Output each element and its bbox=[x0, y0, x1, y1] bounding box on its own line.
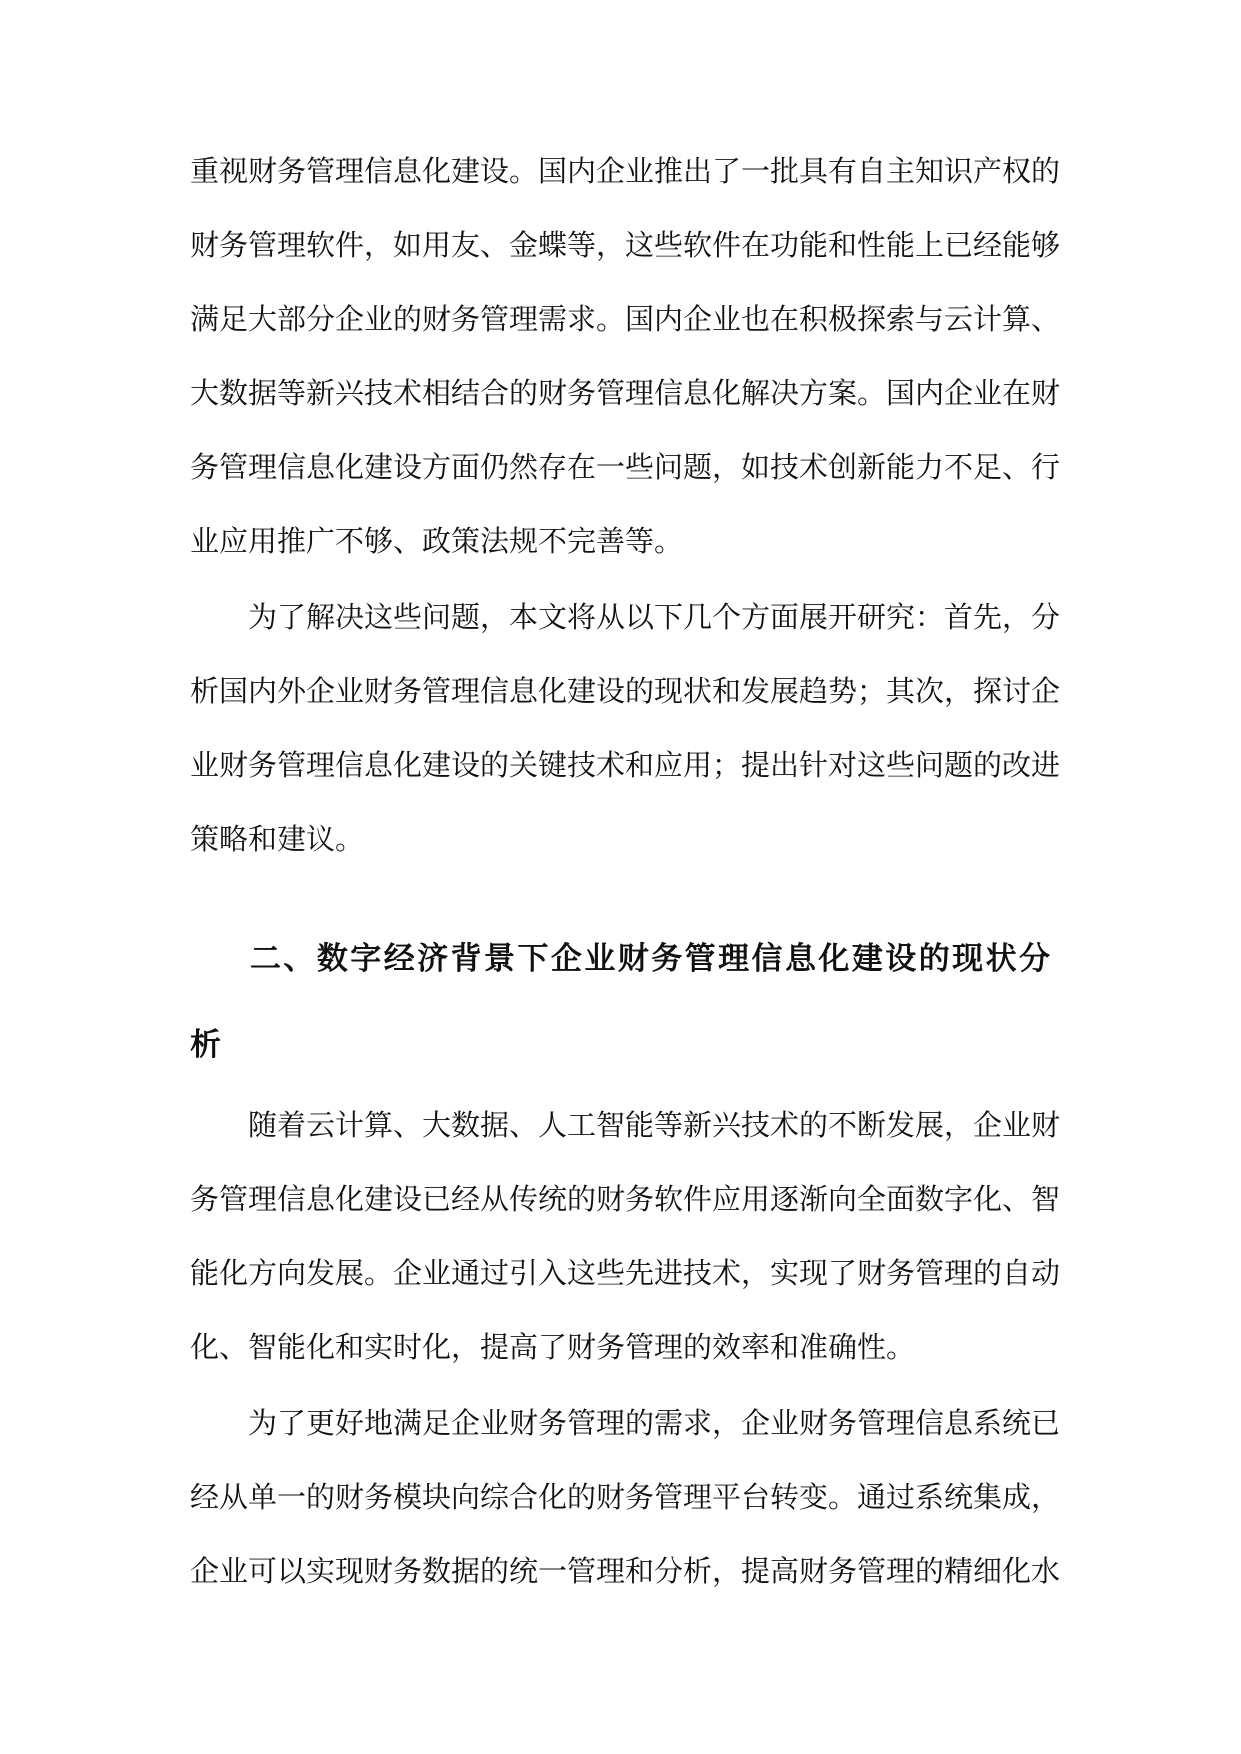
paragraph-line: 满足大部分企业的财务管理需求。国内企业也在积极探索与云计算、 bbox=[190, 302, 1061, 336]
paragraph-1 bbox=[190, 134, 1061, 578]
paragraph-line: 业财务管理信息化建设的关键技术和应用；提出针对这些问题的改进 bbox=[190, 748, 1061, 782]
paragraph-line: 随着云计算、大数据、人工智能等新兴技术的不断发展，企业财 bbox=[248, 1108, 1061, 1142]
section-heading bbox=[190, 916, 1050, 1088]
paragraph-line: 化、智能化和实时化，提高了财务管理的效率和准确性。 bbox=[190, 1330, 916, 1364]
section-heading-line: 析 bbox=[190, 1027, 221, 1063]
paragraph-line: 业应用推广不够、政策法规不完善等。 bbox=[190, 524, 684, 558]
paragraph-line: 财务管理软件，如用友、金蝶等，这些软件在功能和性能上已经能够 bbox=[190, 228, 1061, 262]
paragraph-line: 务管理信息化建设已经从传统的财务软件应用逐渐向全面数字化、智 bbox=[190, 1182, 1061, 1216]
paragraph-2 bbox=[190, 580, 1061, 876]
paragraph-3 bbox=[190, 1088, 1061, 1384]
paragraph-line: 为了更好地满足企业财务管理的需求，企业财务管理信息系统已 bbox=[248, 1406, 1061, 1440]
paragraph-line: 重视财务管理信息化建设。国内企业推出了一批具有自主知识产权的 bbox=[190, 154, 1061, 188]
paragraph-line: 策略和建议。 bbox=[190, 822, 365, 856]
paragraph-line: 能化方向发展。企业通过引入这些先进技术，实现了财务管理的自动 bbox=[190, 1256, 1061, 1290]
document-page bbox=[190, 134, 1061, 1608]
section-heading-line: 二、数字经济背景下企业财务管理信息化建设的现状分 bbox=[250, 941, 1050, 977]
paragraph-line: 企业可以实现财务数据的统一管理和分析，提高财务管理的精细化水 bbox=[190, 1554, 1061, 1588]
paragraph-line: 经从单一的财务模块向综合化的财务管理平台转变。通过系统集成， bbox=[190, 1480, 1061, 1514]
paragraph-line: 析国内外企业财务管理信息化建设的现状和发展趋势；其次，探讨企 bbox=[190, 674, 1061, 708]
paragraph-4 bbox=[190, 1386, 1061, 1608]
paragraph-line: 务管理信息化建设方面仍然存在一些问题，如技术创新能力不足、行 bbox=[190, 450, 1061, 484]
paragraph-line: 大数据等新兴技术相结合的财务管理信息化解决方案。国内企业在财 bbox=[190, 376, 1061, 410]
paragraph-line: 为了解决这些问题，本文将从以下几个方面展开研究：首先，分 bbox=[248, 600, 1061, 634]
